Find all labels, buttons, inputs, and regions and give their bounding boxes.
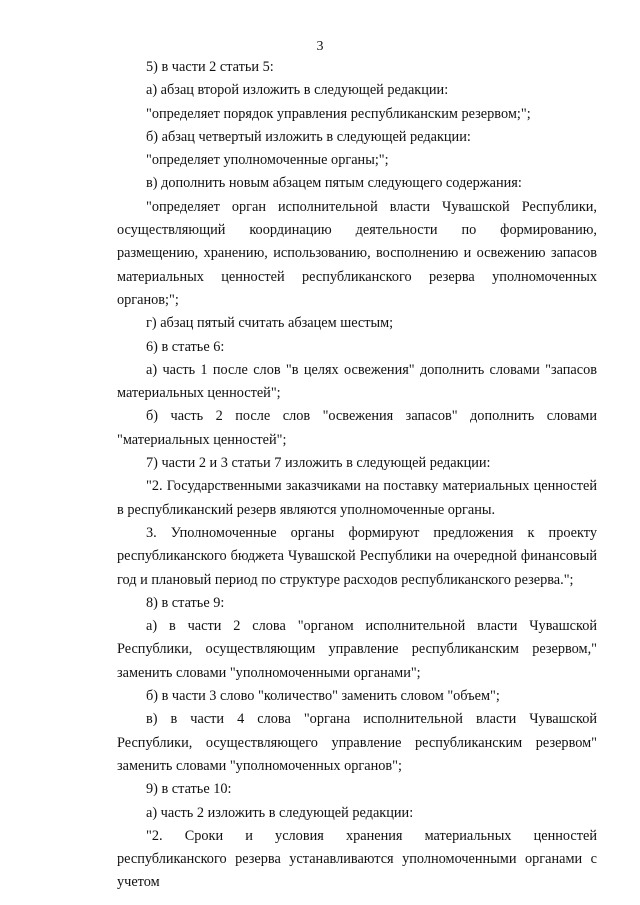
paragraph-6b: б) часть 2 после слов "освежения запасов" дополнить словами "материальных ценностей"; <box>117 408 597 448</box>
paragraph-5a-text: "определяет порядок управления республиканским резервом;"; <box>146 105 531 122</box>
paragraph-5a: а) абзац второй изложить в следующей редакции: <box>146 82 449 99</box>
paragraph-8: 8) в статье 9: <box>146 594 225 611</box>
paragraph-7-part2: "2. Государственными заказчиками на поставку материальных ценностей в республиканский резерв являются уполномоченные органы. <box>117 478 597 518</box>
paragraph-5v-text: "определяет орган исполнительной власти Чувашской Республики, осуществляющий координацию деятельности по формированию, размещению, хранению, использованию, восполнению и освежению запасов материальных ценностей республиканского резерва уполномоченных органов;"; <box>117 198 597 308</box>
paragraph-6a: а) часть 1 после слов "в целях освежения" дополнить словами "запасов материальных ценностей"; <box>117 361 597 402</box>
paragraph-5v: в) дополнить новым абзацем пятым следующего содержания: <box>146 175 522 192</box>
paragraph-5b: б) абзац четвертый изложить в следующей редакции: <box>146 128 471 145</box>
paragraph-8v: в) в части 4 слова "органа исполнительной власти Чувашской Республики, осуществляющего управление республиканским резервом" заменить словами "уполномоченных органов"; <box>117 711 597 774</box>
paragraph-5g: г) абзац пятый считать абзацем шестым; <box>146 315 394 332</box>
document-body <box>117 56 597 895</box>
paragraph-9: 9) в статье 10: <box>146 781 232 798</box>
paragraph-7-part3: 3. Уполномоченные органы формируют предложения к проекту республиканского бюджета Чувашской Республики на очередной финансовый год и плановый период по структуре расходов республиканского резерва."; <box>117 524 597 588</box>
paragraph-6: 6) в статье 6: <box>146 338 225 355</box>
paragraph-8b: б) в части 3 слово "количество" заменить словом "объем"; <box>146 688 500 705</box>
paragraph-5b-text: "определяет уполномоченные органы;"; <box>146 152 389 169</box>
paragraph-9a: а) часть 2 изложить в следующей редакции: <box>146 804 414 821</box>
page-number: 3 <box>316 39 324 54</box>
paragraph-8a: а) в части 2 слова "органом исполнительной власти Чувашской Республики, осуществляющим управление республиканским резервом," заменить словами "уполномоченными органами"; <box>117 618 597 681</box>
paragraph-5: 5) в части 2 статьи 5: <box>146 59 274 75</box>
paragraph-7: 7) части 2 и 3 статьи 7 изложить в следующей редакции: <box>146 455 491 472</box>
paragraph-9a-text: "2. Сроки и условия хранения материальных ценностей республиканского резерва устанавливаются уполномоченными органами с учетом <box>117 827 597 891</box>
